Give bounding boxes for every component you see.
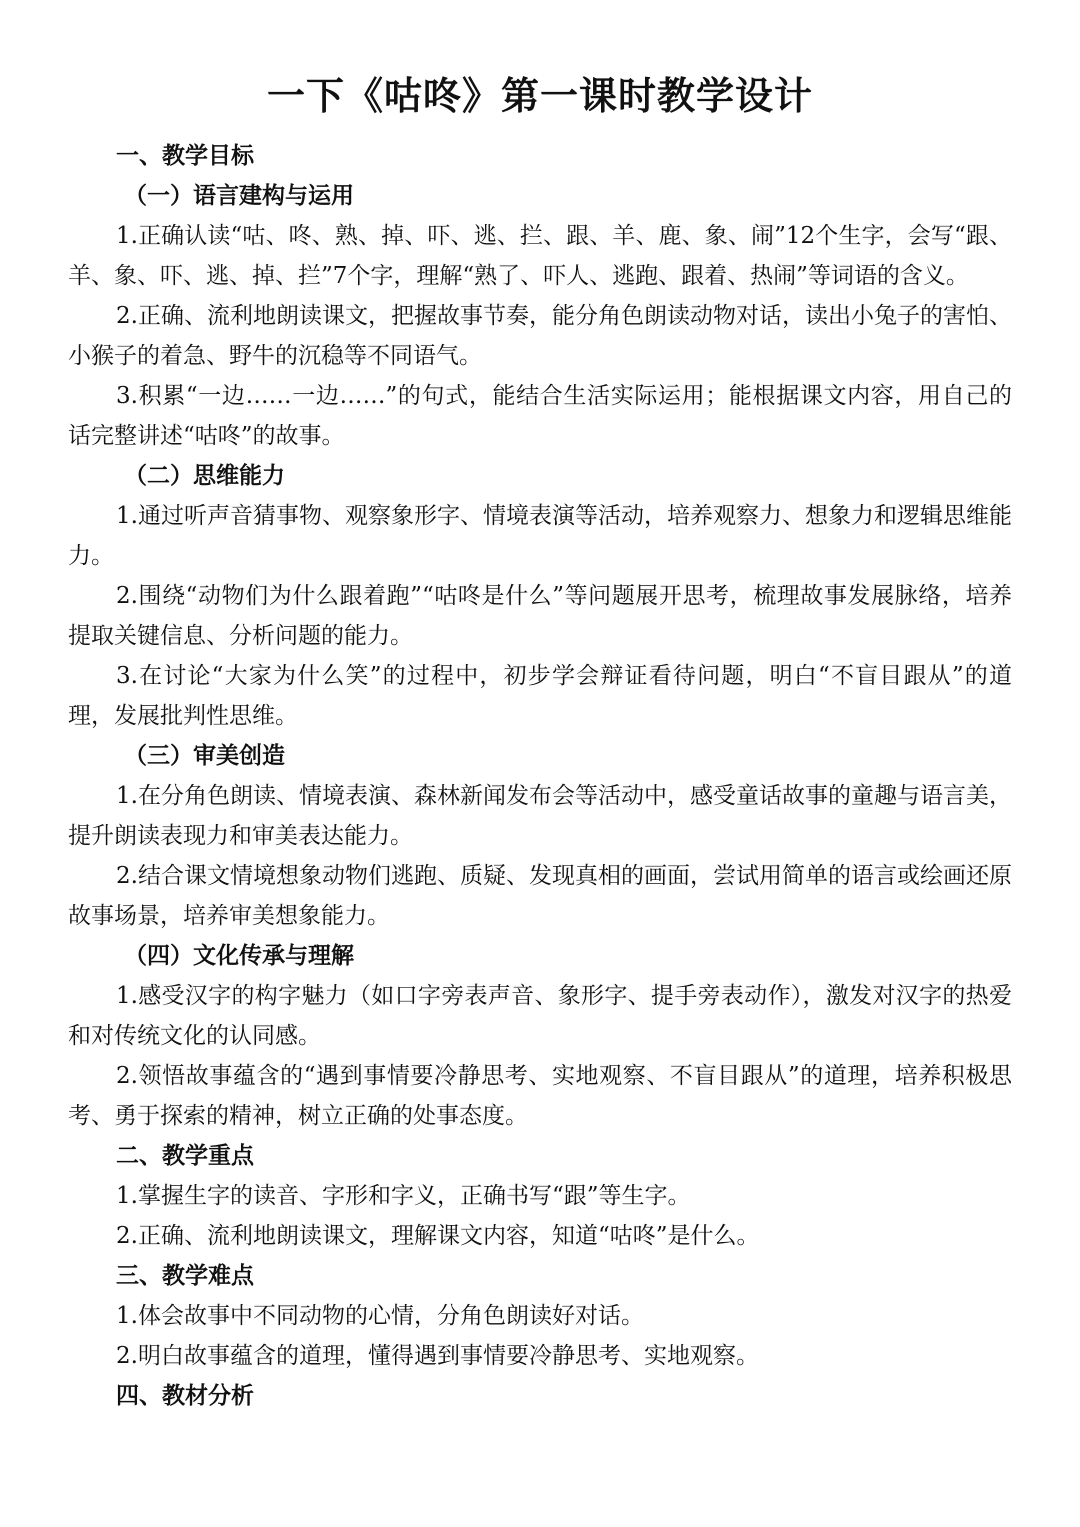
section-heading-keypoints: 二、教学重点 [116, 1143, 254, 1169]
paragraph: 2.正确、流利地朗读课文，理解课文内容，知道“咕咚”是什么。 [116, 1223, 760, 1249]
section-heading-difficulties: 三、教学难点 [116, 1263, 254, 1289]
paragraph: 1.正确认读“咕、咚、熟、掉、吓、逃、拦、跟、羊、鹿、象、闹”12个生字，会写“跟、羊、象、吓、逃、掉、拦”7个字，理解“熟了、吓人、逃跑、跟着、热闹”等词语的含义。 [68, 223, 1012, 289]
document-title: 一下《咕咚》第一课时教学设计 [266, 74, 813, 118]
paragraph: 1.感受汉字的构字魅力（如口字旁表声音、象形字、提手旁表动作），激发对汉字的热爱和对传统文化的认同感。 [68, 983, 1012, 1049]
subsection-heading-language: （一）语言建构与运用 [124, 183, 354, 209]
paragraph: 1.体会故事中不同动物的心情，分角色朗读好对话。 [116, 1303, 644, 1329]
paragraph: 1.在分角色朗读、情境表演、森林新闻发布会等活动中，感受童话故事的童趣与语言美，提升朗读表现力和审美表达能力。 [68, 783, 1012, 849]
paragraph: 2.正确、流利地朗读课文，把握故事节奏，能分角色朗读动物对话，读出小兔子的害怕、小猴子的着急、野牛的沉稳等不同语气。 [68, 303, 1012, 369]
paragraph: 3.在讨论“大家为什么笑”的过程中，初步学会辩证看待问题，明白“不盲目跟从”的道理，发展批判性思维。 [68, 663, 1012, 729]
subsection-heading-aesthetic: （三）审美创造 [124, 743, 285, 769]
section-heading-analysis: 四、教材分析 [116, 1383, 254, 1409]
subsection-heading-culture: （四）文化传承与理解 [124, 943, 354, 969]
document-page [68, 70, 1012, 1416]
paragraph: 2.明白故事蕴含的道理，懂得遇到事情要冷静思考、实地观察。 [116, 1343, 759, 1369]
paragraph: 2.围绕“动物们为什么跟着跑”“咕咚是什么”等问题展开思考，梳理故事发展脉络，培养提取关键信息、分析问题的能力。 [68, 583, 1012, 649]
subsection-heading-thinking: （二）思维能力 [124, 463, 285, 489]
paragraph: 2.领悟故事蕴含的“遇到事情要冷静思考、实地观察、不盲目跟从”的道理，培养积极思考、勇于探索的精神，树立正确的处事态度。 [68, 1063, 1012, 1129]
paragraph: 3.积累“一边……一边……”的句式，能结合生活实际运用；能根据课文内容，用自己的话完整讲述“咕咚”的故事。 [68, 383, 1012, 449]
section-heading-goals: 一、教学目标 [116, 143, 254, 169]
paragraph: 1.掌握生字的读音、字形和字义，正确书写“跟”等生字。 [116, 1183, 691, 1209]
paragraph: 2.结合课文情境想象动物们逃跑、质疑、发现真相的画面，尝试用简单的语言或绘画还原故事场景，培养审美想象能力。 [68, 863, 1012, 929]
paragraph: 1.通过听声音猜事物、观察象形字、情境表演等活动，培养观察力、想象力和逻辑思维能力。 [68, 503, 1012, 569]
